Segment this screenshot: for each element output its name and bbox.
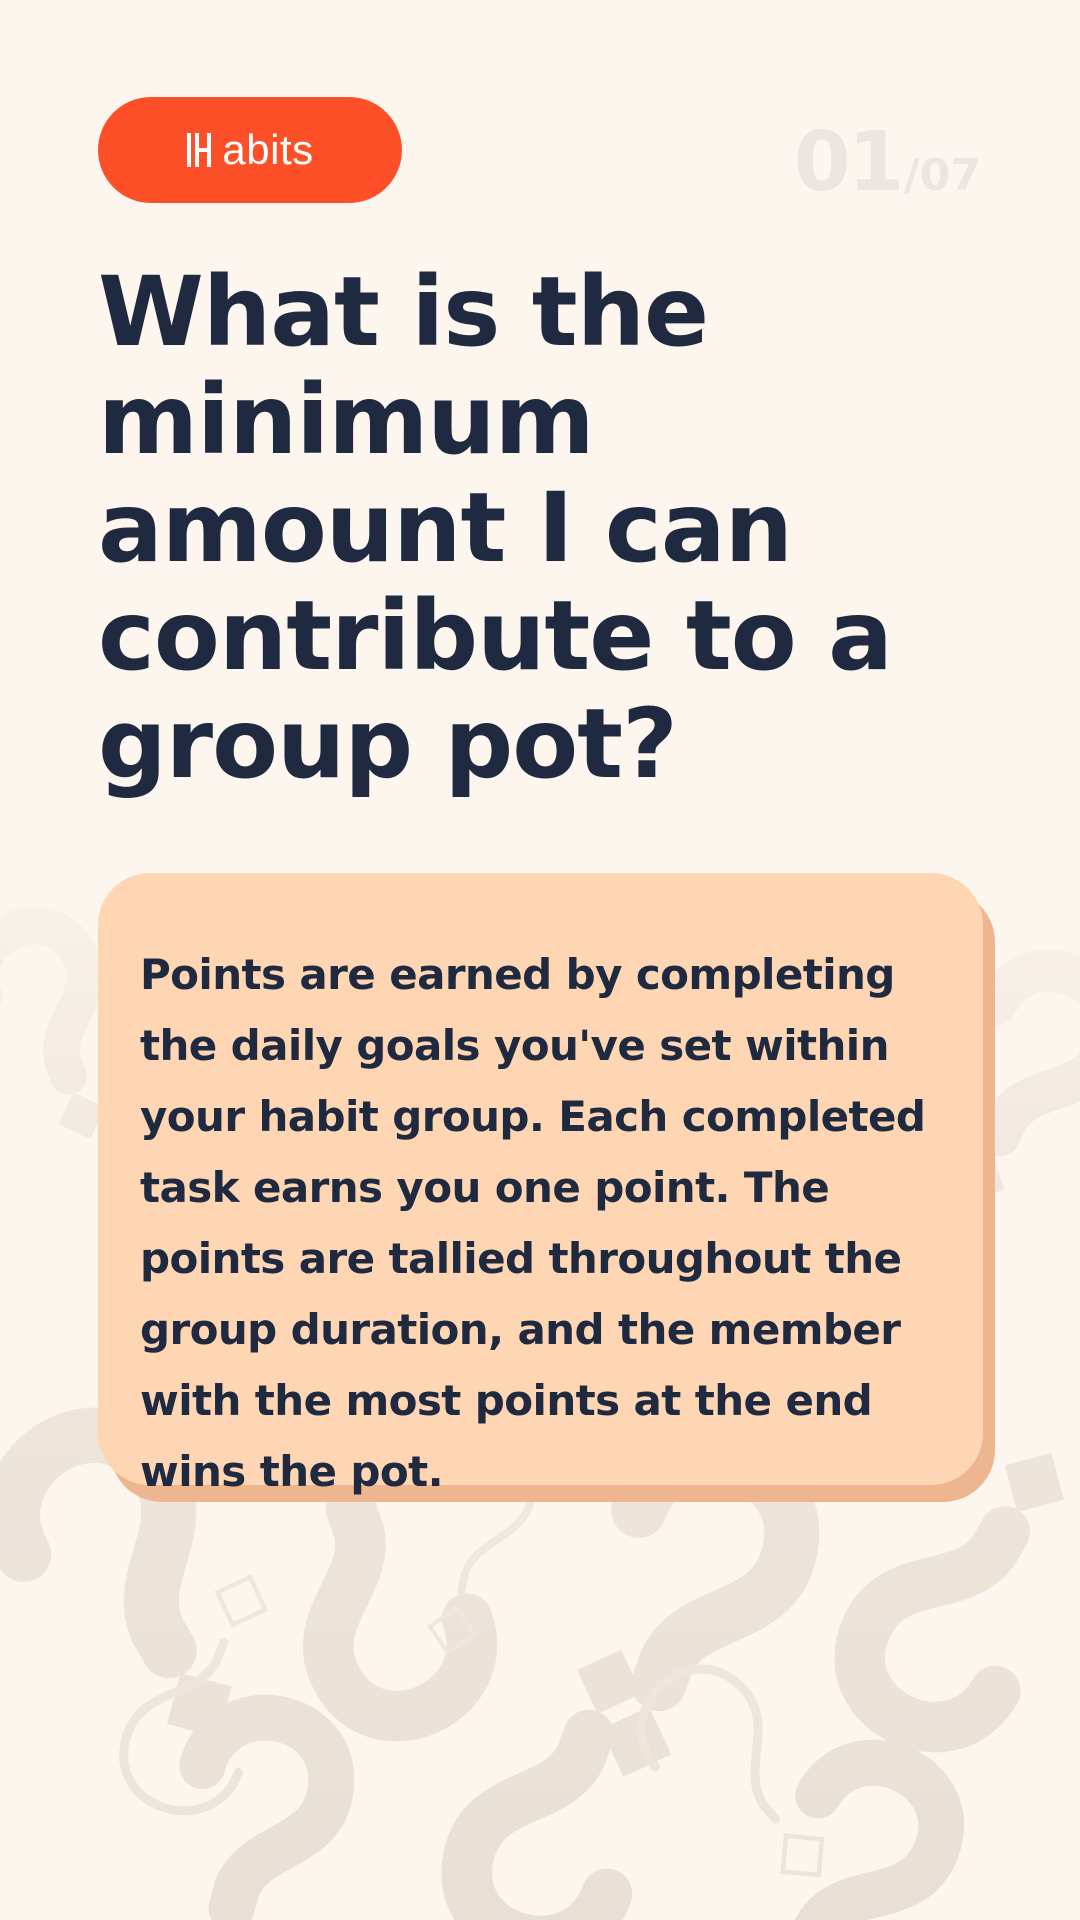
- brand-logo: [186, 120, 313, 180]
- page-total: /07: [903, 150, 981, 201]
- page-current: 01: [793, 115, 902, 210]
- brand-name: abits: [222, 126, 314, 173]
- question-title: What is the minimum amount I can contribute to a group pot?: [98, 256, 892, 800]
- brand-badge: [98, 97, 402, 203]
- h-logo-icon: [186, 130, 220, 170]
- answer-card: [98, 873, 983, 1496]
- answer-text: Points are earned by completing the daily goals you've set within your habit group. Each completed task earns you one point. The points are tallied throughout the group duration, and the member with the most points at the end wins the pot.: [140, 950, 926, 1496]
- page-counter: [793, 115, 981, 210]
